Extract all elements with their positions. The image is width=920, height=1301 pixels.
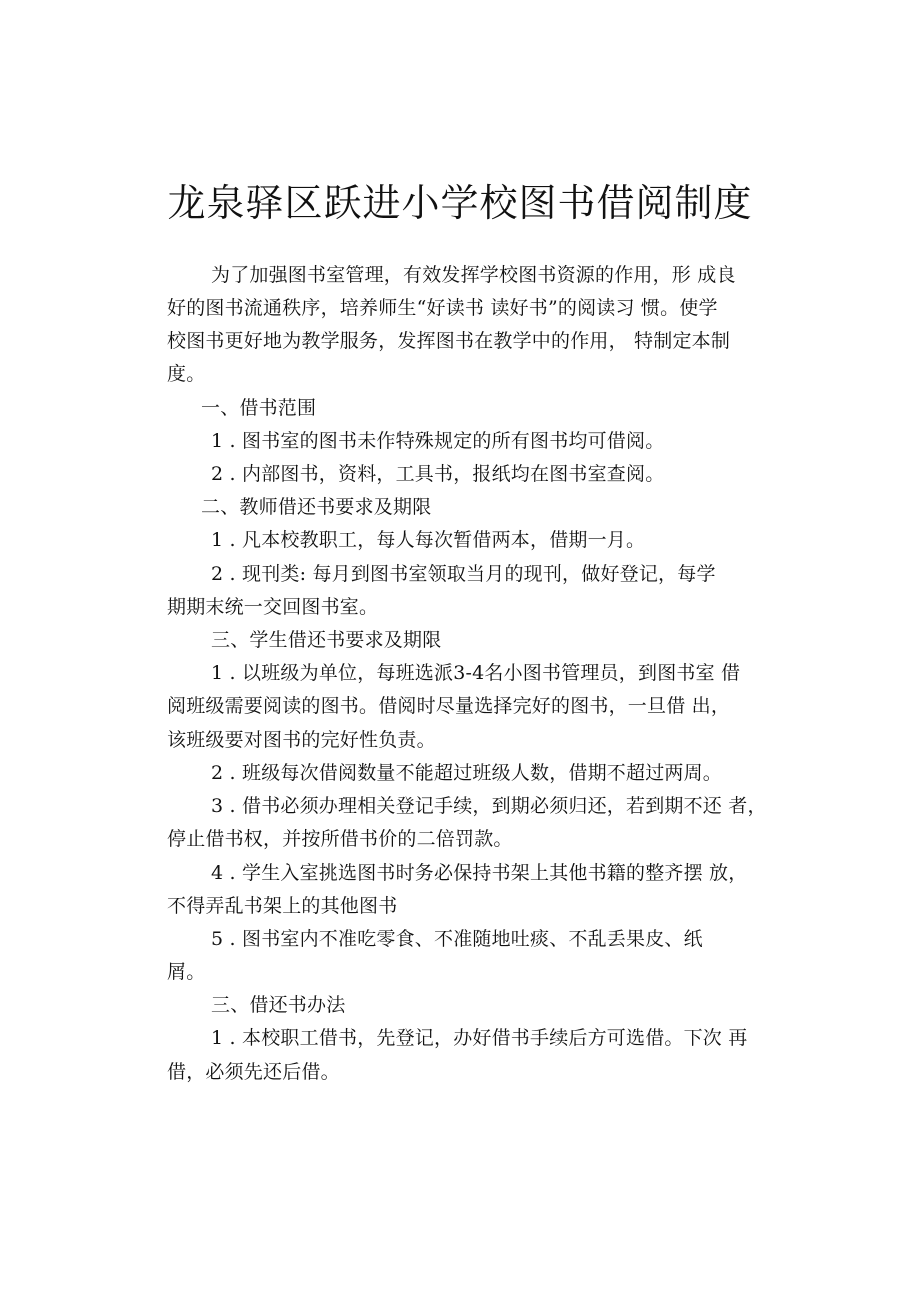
paragraph-line: 度。: [167, 363, 206, 385]
list-item-continuation: 屑。: [167, 961, 206, 983]
list-item-continuation: 借，必须先还后借。: [167, 1061, 340, 1083]
list-item: 4 . 学生入室挑选图书时务必保持书架上其他书籍的整齐摆 放，: [211, 862, 748, 884]
list-item-continuation: 该班级要对图书的完好性负责。: [167, 729, 436, 751]
paragraph-line: 校图书更好地为教学服务，发挥图书在教学中的作用， 特制定本制: [167, 330, 731, 352]
paragraph-line: 为了加强图书室管理，有效发挥学校图书资源的作用，形 成良: [211, 264, 736, 286]
list-item: 2 . 班级每次借阅数量不能超过班级人数，借期不超过两周。: [211, 762, 723, 784]
list-item: 5 . 图书室内不准吃零食、不准随地吐痰、不乱丢果皮、纸: [211, 928, 703, 950]
section-heading: 一、借书范围: [201, 397, 317, 419]
list-item-continuation: 阅班级需要阅读的图书。借阅时尽量选择完好的图书，一旦借 出，: [167, 695, 731, 717]
list-item: 1 . 图书室的图书未作特殊规定的所有图书均可借阅。: [211, 430, 665, 452]
list-item-continuation: 停止借书权，并按所借书价的二倍罚款。: [167, 828, 513, 850]
section-heading: 三、借还书办法: [211, 994, 346, 1016]
section-heading: 三、学生借还书要求及期限: [211, 629, 442, 651]
list-item: 2 . 内部图书，资料，工具书，报纸均在图书室查阅。: [211, 463, 665, 485]
list-item: 1 . 本校职工借书，先登记，办好借书手续后方可选借。下次 再: [211, 1027, 748, 1049]
list-item: 1 . 以班级为单位，每班选派3-4名小图书管理员，到图书室 借: [211, 662, 741, 684]
list-item: 3 . 借书必须办理相关登记手续，到期必须归还，若到期不还 者，: [211, 795, 767, 817]
paragraph-line: 好的图书流通秩序，培养师生“好读书 读好书”的阅读习 惯。使学: [167, 297, 718, 319]
list-item: 2 . 现刊类: 每月到图书室领取当月的现刊，做好登记，每学: [211, 563, 716, 585]
document-title: 龙泉驿区跃进小学校图书借阅制度: [167, 181, 753, 225]
list-item-continuation: 期期末统一交回图书室。: [167, 596, 379, 618]
section-heading: 二、教师借还书要求及期限: [201, 496, 432, 518]
list-item-continuation: 不得弄乱书架上的其他图书: [167, 895, 398, 917]
list-item: 1 . 凡本校教职工，每人每次暂借两本，借期一月。: [211, 529, 646, 551]
